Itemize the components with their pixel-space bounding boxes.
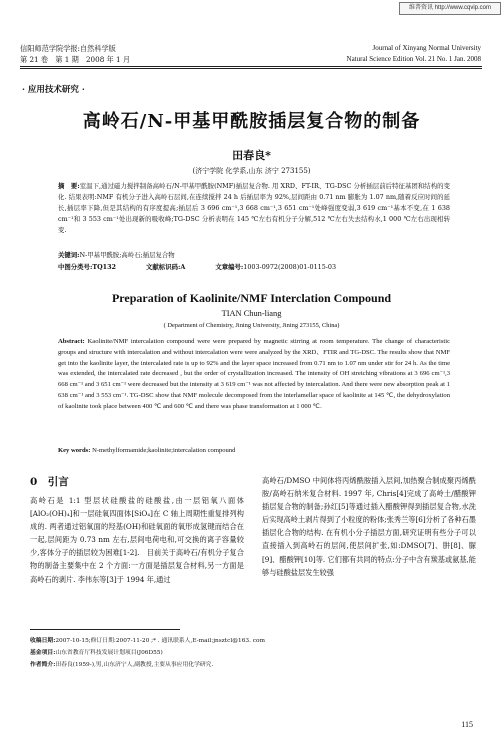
article-no-label: 文章编号: — [215, 263, 244, 271]
affiliation-en: ( Department of Chemistry, Jining University, Jining 273155, China) — [163, 322, 340, 329]
journal-name-zh: 信阳师范学院学报:自然科学版 — [20, 44, 116, 53]
author-bio-text: 田春良(1959-),男,山东济宁人,副教授,主要从事应用化学研究. — [55, 662, 214, 668]
clc-value: TQ132 — [92, 263, 116, 271]
footnote-rule — [30, 629, 180, 630]
received-label: 收稿日期: — [30, 638, 56, 644]
keywords-en-text: N-methylformamide;kaolinite;intercalation compound — [92, 447, 236, 454]
keywords-en — [58, 446, 450, 457]
abstract-zh-label: 摘 要: — [58, 182, 80, 190]
keywords-zh-label: 关键词: — [58, 251, 80, 259]
header-left — [20, 43, 130, 65]
header-rule-bottom — [20, 68, 482, 69]
affiliation-zh: (济宁学院 化学系,山东 济宁 273155) — [192, 167, 311, 175]
footnote-author — [30, 659, 470, 671]
fund-label: 基金项目: — [30, 650, 56, 656]
intro-heading: 0 引言 — [30, 476, 69, 488]
abstract-en-label: Abstract: — [58, 338, 85, 345]
watermark-stamp: 维普资讯 http://www.cqvip.com — [399, 2, 501, 15]
clc-group — [58, 263, 116, 271]
intro-left-column: 高岭石是 1:1 型层状硅酸盐的硅酸盐,由一层铝氧八面体[AlO₂(OH)₄]和一层硅氧四面体[SiO₄]在 C 轴上周期性重复排列构成的. 两者通过铝氧面的羟基(OH)和硅氧面的氧形成氢键而结合在一起,层间距为 0.73 nm 左右,层间电荷电和,可交换的离子容量较少,客体分子的插层较为困难[1-2]. 目前关于高岭石/有机分子复合物的制备主要集中在 2 个方面:一方面是插层复合材料,另一方面是高岭石的剥片. 李伟东等[3]于 1994 年,通过 — [30, 496, 244, 584]
abstract-zh-text: 室温下,通过磁力搅拌制备高岭石/N-甲基甲酰胺(NMF)插层复合物. 用 XRD、FT-IR、TG-DSC 分析插层前后特征基团和结构的变化. 结果表明:NMF 有机分子进入高岭石层间,在连续搅拌 24 h 后插层率为 92%,层间距由 0.71 nm 膨胀为 1.07 nm,随着反应时间的延长,插层率下降,但是其结构的有序度提高;插层后 3 696 cm⁻¹,3 668 cm⁻¹,3 651 cm⁻¹处峰强度变弱,3 619 cm⁻¹基本不变,在 1 638 cm⁻¹和 3 553 cm⁻¹处出现新的吸收峰;TG-DSC 分析表明在 145 ℃左右有机分子分解,512 ℃左右失去结构水,1 000 ℃左右出现相转变. — [58, 182, 451, 234]
section-label: · 应用技术研究 · — [22, 85, 85, 95]
header-right — [347, 43, 481, 65]
header-rule-top — [20, 66, 482, 67]
fund-text: 山东省教育厅科技发展计划项目(J06D55) — [55, 650, 163, 656]
footnote-received — [30, 635, 470, 647]
title-zh: 高岭石/N-甲基甲酰胺插层复合物的制备 — [82, 111, 421, 132]
clc-label: 中图分类号: — [58, 263, 93, 271]
abstract-zh — [58, 181, 450, 236]
article-no-value: 1003-0972(2008)01-0115-03 — [243, 263, 337, 271]
classification-row — [58, 262, 450, 273]
abstract-en-text: Kaolinite/NMF intercalation compound were were prepared by magnetic stirring at room temperature. The change of characteristic groups and structure with intercalation and without intercalation were were analyzed by the XRD、FTIR and TG-DSC. The results show that NMF get into the kaolinite layer, the intercalated rate is up to 92% and the layer space increased from 0.71 nm to 1.07 nm under stir for 24 h. As the time was extended, the intercalated rate decreased , but the order of crystallization increased. The intensity of OH stretching vibrations at 3 696 cm⁻¹,3 668 cm⁻¹ and 3 651 cm⁻¹ were decreased but the intensity at 3 619 cm⁻¹ was not affected by intercalation. And there were new absorption peak at 1 638 cm⁻¹ and 3 553 cm⁻¹. TG-DSC show that NMF molecule decomposed from the interlamellar space of kaolinite at 145 ℃, the dehydroxylation of kaolinite took place between 400 ℃ and 600 ℃ and there was phase transformation at 1 000 ℃. — [58, 338, 450, 410]
keywords-en-label: Key words: — [58, 447, 91, 454]
doc-code-value: A — [180, 263, 186, 271]
keywords-zh — [58, 250, 450, 261]
author-en: TIAN Chun-liang — [221, 309, 282, 318]
received-text: 2007-10-15;修订日期:2007-11-20 ;* . 通讯联系人,E-mail:jnsztcl@163. com — [55, 638, 265, 644]
page-number: 115 — [461, 720, 473, 729]
issue-en: Natural Science Edition Vol. 21 No. 1 Jan. 2008 — [346, 55, 481, 63]
footnote — [30, 635, 470, 671]
issue-zh: 第 21 卷 第 1 期 2008 年 1 月 — [20, 55, 131, 64]
keywords-zh-text: N-甲基甲酰胺;高岭石;插层复合物 — [79, 251, 175, 259]
author-bio-label: 作者简介: — [30, 662, 56, 668]
doc-code-group — [146, 263, 185, 271]
footnote-fund — [30, 647, 470, 659]
abstract-en — [58, 337, 450, 413]
doc-code-label: 文献标识码: — [146, 263, 181, 271]
intro-right-column: 高岭石/DMSO 中间体将丙烯酰胺插入层间,加热聚合制成聚丙烯酰胺/高岭石纳米复合材料. 1997 年, Chris[4]完成了高岭土/醋酸钾插层复合物的制备;孙红[5]等通过插入醋酸钾得到插层复合物,水洗后实现高岭土剥片得到了小粒度的粉体;张秀兰等[6]分析了各种石墨插层化合物的结构. 在有机小分子插层方面,研究证明有些分子可以直接插入到高岭石的层间,使层间扩张,如:DMSO[7]、肼[8]、脲[9]、醋酸钾[10]等. 它们都有共同的特点:分子中含有羰基或氨基,能够与硅酸盐层发生较强 — [262, 476, 476, 577]
journal-name-en: Journal of Xinyang Normal University — [372, 44, 481, 52]
article-no-group — [215, 263, 364, 271]
title-en: Preparation of Kaolinite/NMF Interclation Compound — [111, 291, 392, 305]
author-zh: 田春良* — [232, 149, 271, 162]
